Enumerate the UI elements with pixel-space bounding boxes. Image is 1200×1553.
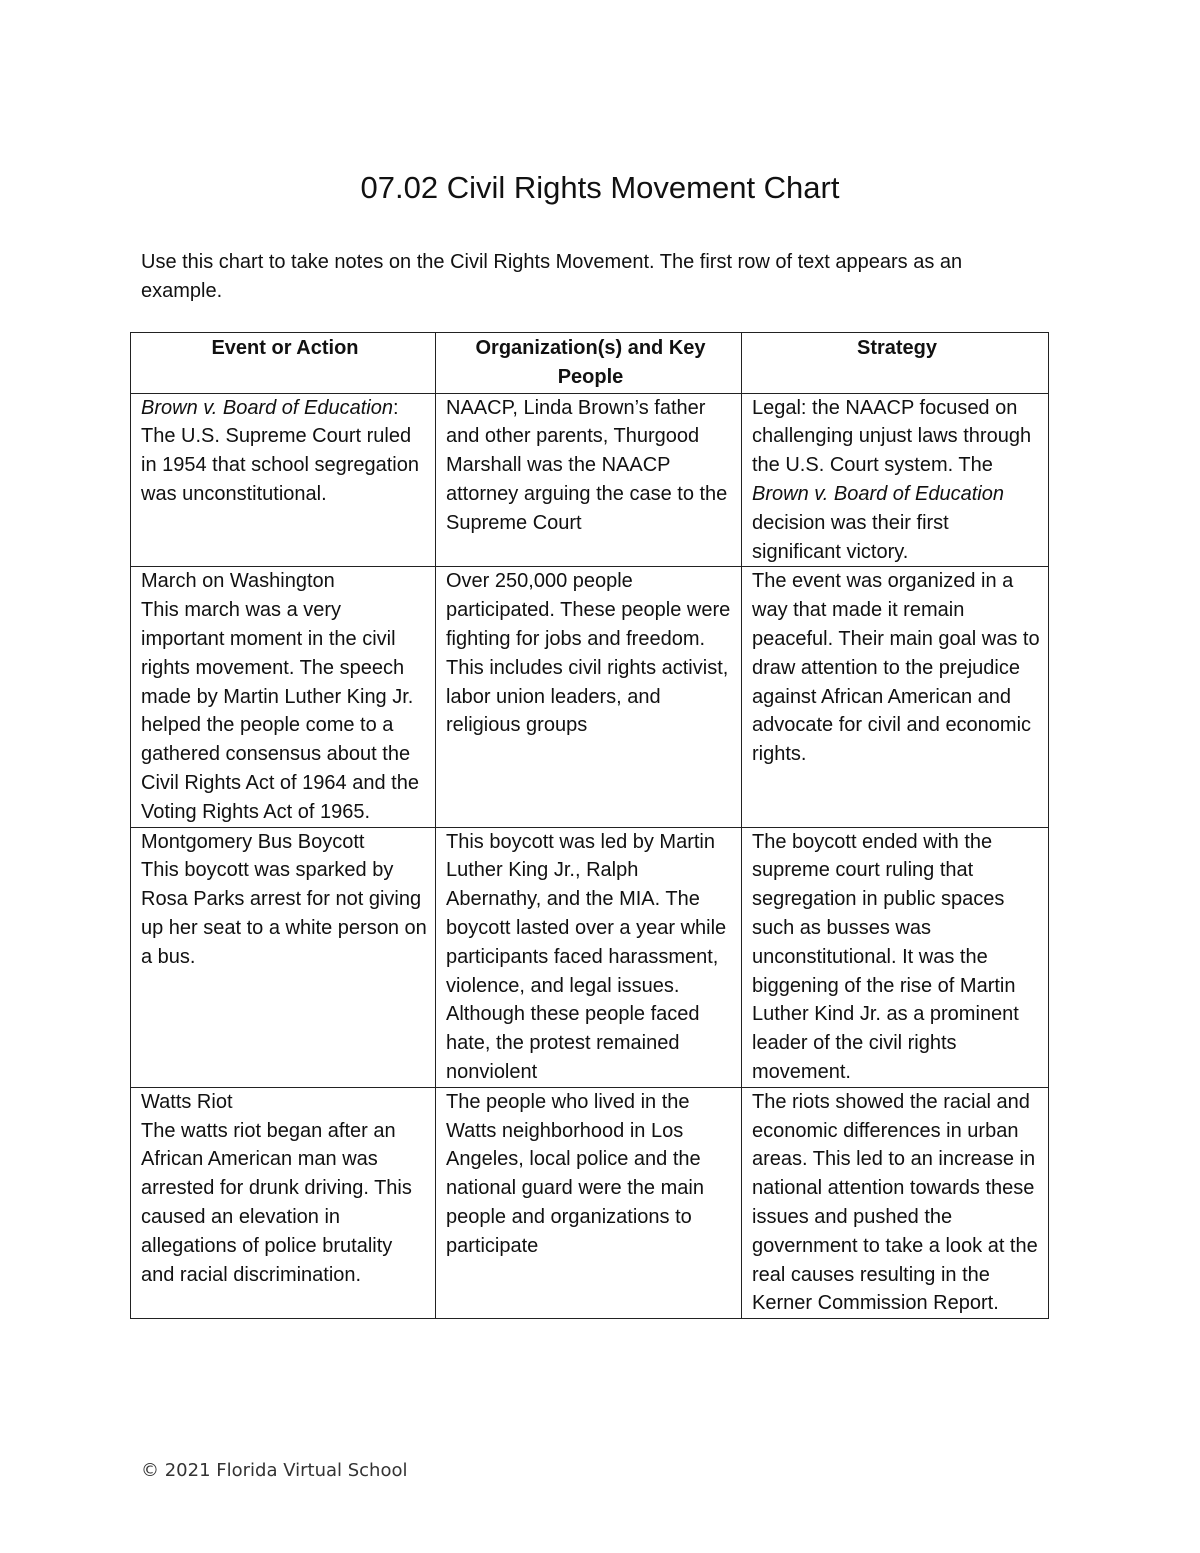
event-cell <box>131 393 436 567</box>
instructions-text: Use this chart to take notes on the Civil Rights Movement. The first row of text appears as an example. <box>141 251 963 302</box>
strategy-cell: The event was organized in a way that made it remain peaceful. Their main goal was to draw attention to the prejudice against African American and advocate for civil and economic rights. <box>742 567 1049 827</box>
strategy-cell <box>742 393 1049 567</box>
strategy-text-italic: Brown v. Board of Education <box>752 482 1004 505</box>
event-description: The U.S. Supreme Court ruled in 1954 that school segregation was unconstitutional. <box>141 425 419 505</box>
event-name: Montgomery Bus Boycott <box>141 830 365 853</box>
people-cell: NAACP, Linda Brown’s father and other parents, Thurgood Marshall was the NAACP attorney arguing the case to the Supreme Court <box>436 393 742 567</box>
people-cell: Over 250,000 people participated. These people were fighting for jobs and freedom. This includes civil rights activist, labor union leaders, and religious groups <box>436 567 742 827</box>
table-row <box>131 393 1049 567</box>
strategy-text-before: Legal: the NAACP focused on challenging unjust laws through the U.S. Court system. The <box>752 396 1032 477</box>
event-name-suffix: : <box>393 396 399 419</box>
header-strategy: Strategy <box>742 333 1049 394</box>
document-title: 07.02 Civil Rights Movement Chart <box>360 170 840 205</box>
event-name: March on Washington <box>141 570 335 593</box>
event-cell <box>131 567 436 827</box>
event-cell <box>131 1087 436 1318</box>
strategy-cell: The riots showed the racial and economic differences in urban areas. This led to an increase in national attention towards these issues and pushed the government to take a look at the real causes resulting in the Kerner Commission Report. <box>742 1087 1049 1318</box>
strategy-cell: The boycott ended with the supreme court ruling that segregation in public spaces such as busses was unconstitutional. It was the biggening of the rise of Martin Luther Kind Jr. as a prominent leader of the civil rights movement. <box>742 827 1049 1087</box>
strategy-text-after: decision was their first significant victory. <box>752 511 949 563</box>
header-organizations-and-key-people: Organization(s) and Key People <box>436 333 742 394</box>
table-header-row <box>131 333 1049 394</box>
event-name: Watts Riot <box>141 1090 233 1113</box>
event-cell <box>131 827 436 1087</box>
table-row <box>131 1087 1049 1318</box>
header-event-or-action: Event or Action <box>131 333 436 394</box>
event-description: This march was a very important moment in the civil rights movement. The speech made by Martin Luther King Jr. helped the people come to a gathered consensus about the Civil Rights Act of 1964 and the Voting Rights Act of 1965. <box>141 599 419 823</box>
copyright-footer: © 2021 Florida Virtual School <box>141 1460 408 1481</box>
event-name-italic: Brown v. Board of Education <box>141 396 393 419</box>
event-description: The watts riot began after an African American man was arrested for drunk driving. This caused an elevation in allegations of police brutality and racial discrimination. <box>141 1119 412 1286</box>
table-row <box>131 567 1049 827</box>
people-cell: This boycott was led by Martin Luther King Jr., Ralph Abernathy, and the MIA. The boycott lasted over a year while participants faced harassment, violence, and legal issues. Although these people faced hate, the protest remained nonviolent <box>436 827 742 1087</box>
people-cell: The people who lived in the Watts neighborhood in Los Angeles, local police and the national guard were the main people and organizations to participate <box>436 1087 742 1318</box>
event-name <box>141 394 429 423</box>
event-description: This boycott was sparked by Rosa Parks arrest for not giving up her seat to a white person on a bus. <box>141 859 427 968</box>
table-row <box>131 827 1049 1087</box>
civil-rights-chart-table <box>130 332 1049 1319</box>
